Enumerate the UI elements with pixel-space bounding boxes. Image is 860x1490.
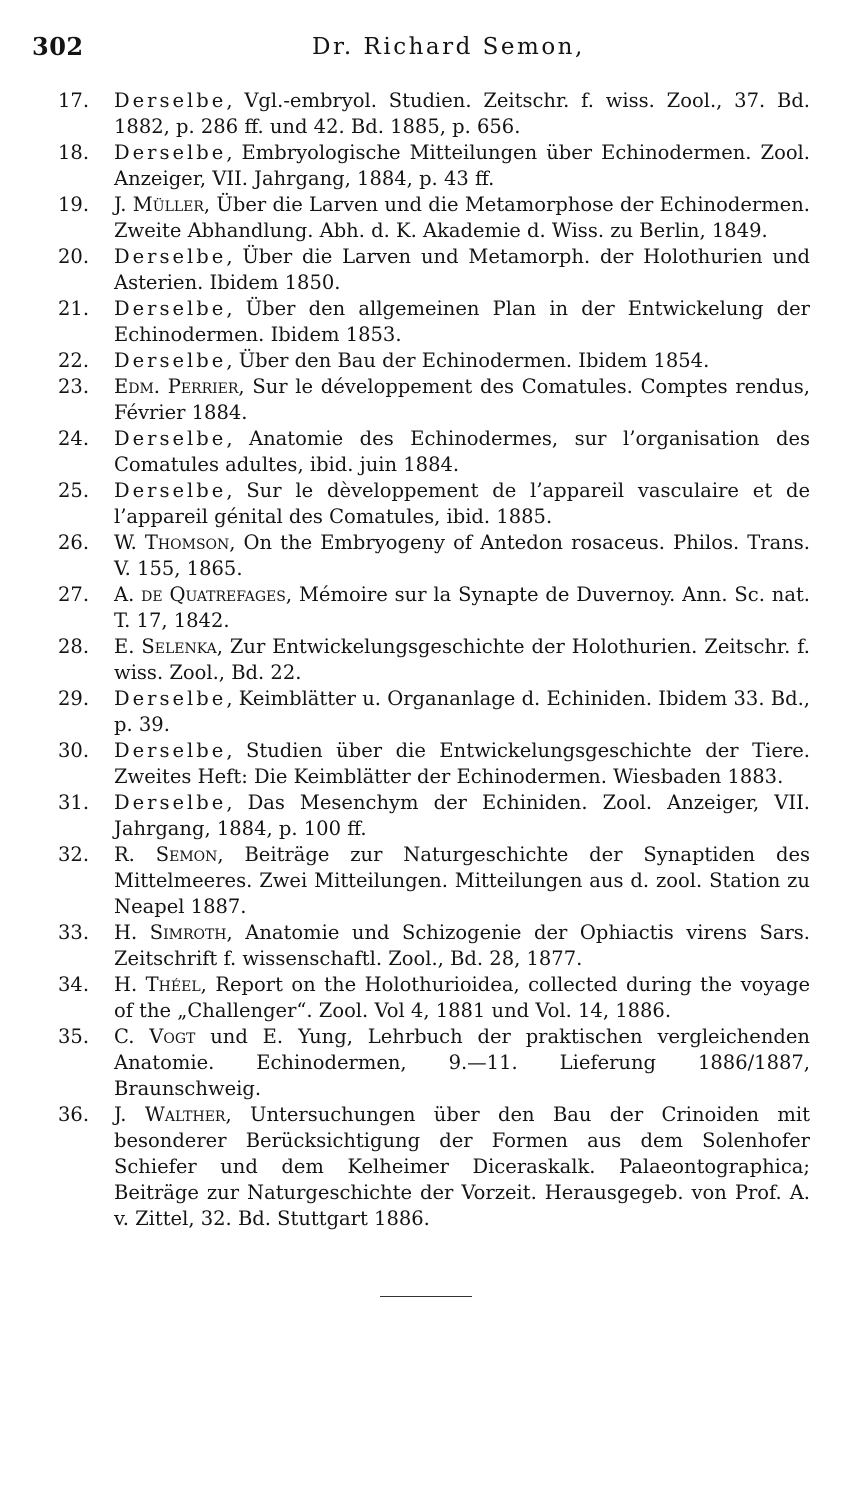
reference-text <box>114 88 810 140</box>
reference-number: 34. <box>58 973 90 996</box>
reference-citation: , Mémoire sur la Synapte de Duvernoy. Ann. Sc. nat. T. 17, 1842. <box>114 583 810 632</box>
reference-text <box>114 1024 810 1102</box>
reference-text <box>114 634 810 686</box>
reference-number: 24. <box>58 427 90 450</box>
reference-text <box>114 426 810 478</box>
reference-number: 18. <box>58 141 90 164</box>
reference-citation: , Untersuchungen über den Bau der Crinoiden mit besonderer Berücksichtigung der Formen aus dem Solenhofer Schiefer und dem Kelheimer Diceraskalk. Palaeontographica; Beiträge zur Naturgeschichte der Vorzeit. Herausgegeb. von Prof. A. v. Zittel, 32. Bd. Stuttgart 1886. <box>114 1103 810 1230</box>
page-number: 302 <box>32 32 84 61</box>
reference-text <box>114 478 810 530</box>
reference-entry <box>58 348 810 374</box>
reference-number: 25. <box>58 479 90 502</box>
reference-author: H. Simroth <box>114 921 227 944</box>
reference-text <box>114 790 810 842</box>
reference-entry <box>58 1102 810 1232</box>
reference-citation: und E. Yung, Lehrbuch der praktischen vergleichenden Anatomie. Echinodermen, 9.—11. Lieferung 1886/1887, Braunschweig. <box>114 1025 810 1100</box>
reference-author: Derselbe <box>114 297 227 320</box>
reference-number: 31. <box>58 791 90 814</box>
reference-author: R. Semon <box>114 843 218 866</box>
reference-text <box>114 686 810 738</box>
reference-number: 36. <box>58 1103 90 1126</box>
reference-citation: , Über den Bau der Echinodermen. Ibidem 1854. <box>226 349 710 372</box>
reference-author: Edm. Perrier <box>114 375 239 398</box>
reference-number: 29. <box>58 687 90 710</box>
reference-number: 28. <box>58 635 90 658</box>
reference-author: E. Selenka <box>114 635 217 658</box>
reference-citation: , Keimblätter u. Organanlage d. Echiniden. Ibidem 33. Bd., p. 39. <box>114 687 810 736</box>
reference-citation: , Embryologische Mitteilungen über Echinodermen. Zool. Anzeiger, VII. Jahrgang, 1884, p. 43 ff. <box>114 141 810 190</box>
reference-text <box>114 920 810 972</box>
reference-author: J. Müller <box>114 193 204 216</box>
reference-citation: , Über den allgemeinen Plan in der Entwickelung der Echinodermen. Ibidem 1853. <box>114 297 810 346</box>
reference-entry <box>58 582 810 634</box>
reference-entry <box>58 738 810 790</box>
reference-number: 27. <box>58 583 90 606</box>
reference-entry <box>58 192 810 244</box>
reference-text <box>114 192 810 244</box>
reference-entry <box>58 842 810 920</box>
reference-number: 17. <box>58 89 90 112</box>
reference-author: Derselbe <box>114 245 227 268</box>
reference-author: Derselbe <box>114 791 227 814</box>
reference-number: 23. <box>58 375 90 398</box>
reference-text <box>114 244 810 296</box>
reference-citation: , Sur le développement des Comatules. Comptes rendus, Février 1884. <box>114 375 810 424</box>
reference-entry <box>58 686 810 738</box>
reference-entry <box>58 426 810 478</box>
reference-number: 22. <box>58 349 90 372</box>
reference-text <box>114 530 810 582</box>
reference-number: 30. <box>58 739 90 762</box>
reference-author: Derselbe <box>114 479 227 502</box>
reference-entry <box>58 88 810 140</box>
reference-author: Derselbe <box>114 141 227 164</box>
reference-text <box>114 140 810 192</box>
reference-text <box>114 1102 810 1232</box>
reference-citation: , Report on the Holothurioidea, collected during the voyage of the „Challenger“. Zool. Vol 4, 1881 und Vol. 14, 1886. <box>114 973 810 1022</box>
reference-author: Derselbe <box>114 349 227 372</box>
reference-number: 20. <box>58 245 90 268</box>
page-header <box>32 30 812 70</box>
reference-entry <box>58 920 810 972</box>
reference-author: J. Walther <box>114 1103 226 1126</box>
reference-citation: , Beiträge zur Naturgeschichte der Synaptiden des Mittelmeeres. Zwei Mitteilungen. Mitteilungen aus d. zool. Station zu Neapel 1887. <box>114 843 810 918</box>
reference-entry <box>58 374 810 426</box>
reference-text <box>114 374 810 426</box>
reference-citation: , Über die Larven und die Metamorphose der Echinodermen. Zweite Abhandlung. Abh. d. K. Akademie d. Wiss. zu Berlin, 1849. <box>114 193 810 242</box>
reference-author: Derselbe <box>114 687 227 710</box>
reference-author: C. Vogt <box>114 1025 196 1048</box>
reference-citation: , Zur Entwickelungsgeschichte der Holothurien. Zeitschr. f. wiss. Zool., Bd. 22. <box>114 635 810 684</box>
running-head: Dr. Richard Semon, <box>312 34 585 60</box>
reference-entry <box>58 530 810 582</box>
reference-entry <box>58 972 810 1024</box>
reference-entry <box>58 478 810 530</box>
reference-text <box>114 738 810 790</box>
reference-entry <box>58 634 810 686</box>
reference-entry <box>58 1024 810 1102</box>
reference-author: Derselbe <box>114 427 227 450</box>
reference-citation: , Sur le dèveloppement de l’appareil vasculaire et de l’appareil génital des Comatules, ibid. 1885. <box>114 479 810 528</box>
reference-citation: , Studien über die Entwickelungsgeschichte der Tiere. Zweites Heft: Die Keimblätter der Echinodermen. Wiesbaden 1883. <box>114 739 810 788</box>
reference-number: 33. <box>58 921 90 944</box>
reference-number: 32. <box>58 843 90 866</box>
closing-rule <box>380 1296 472 1297</box>
reference-entry <box>58 140 810 192</box>
reference-text <box>114 296 810 348</box>
reference-citation: , On the Embryogeny of Antedon rosaceus. Philos. Trans. V. 155, 1865. <box>114 531 810 580</box>
reference-number: 26. <box>58 531 90 554</box>
reference-citation: , Vgl.-embryol. Studien. Zeitschr. f. wiss. Zool., 37. Bd. 1882, p. 286 ff. und 42. Bd. 1885, p. 656. <box>114 89 810 138</box>
reference-citation: , Über die Larven und Metamorph. der Holothurien und Asterien. Ibidem 1850. <box>114 245 810 294</box>
reference-entry <box>58 244 810 296</box>
reference-text <box>114 582 810 634</box>
reference-text <box>114 972 810 1024</box>
reference-author: W. Thomson <box>114 531 230 554</box>
reference-author: Derselbe <box>114 89 227 112</box>
reference-list <box>58 88 810 1232</box>
reference-author: Derselbe <box>114 739 227 762</box>
reference-number: 19. <box>58 193 90 216</box>
reference-citation: , Anatomie des Echinodermes, sur l’organisation des Comatules adultes, ibid. juin 1884. <box>114 427 810 476</box>
reference-text <box>114 842 810 920</box>
reference-number: 35. <box>58 1025 90 1048</box>
reference-author: A. de Quatrefages <box>114 583 286 606</box>
reference-citation: , Anatomie und Schizogenie der Ophiactis virens Sars. Zeitschrift f. wissenschaftl. Zool., Bd. 28, 1877. <box>114 921 810 970</box>
reference-entry <box>58 790 810 842</box>
reference-entry <box>58 296 810 348</box>
reference-citation: , Das Mesenchym der Echiniden. Zool. Anzeiger, VII. Jahrgang, 1884, p. 100 ff. <box>114 791 810 840</box>
reference-text <box>114 348 810 374</box>
reference-author: H. Théel <box>114 973 201 996</box>
reference-number: 21. <box>58 297 90 320</box>
